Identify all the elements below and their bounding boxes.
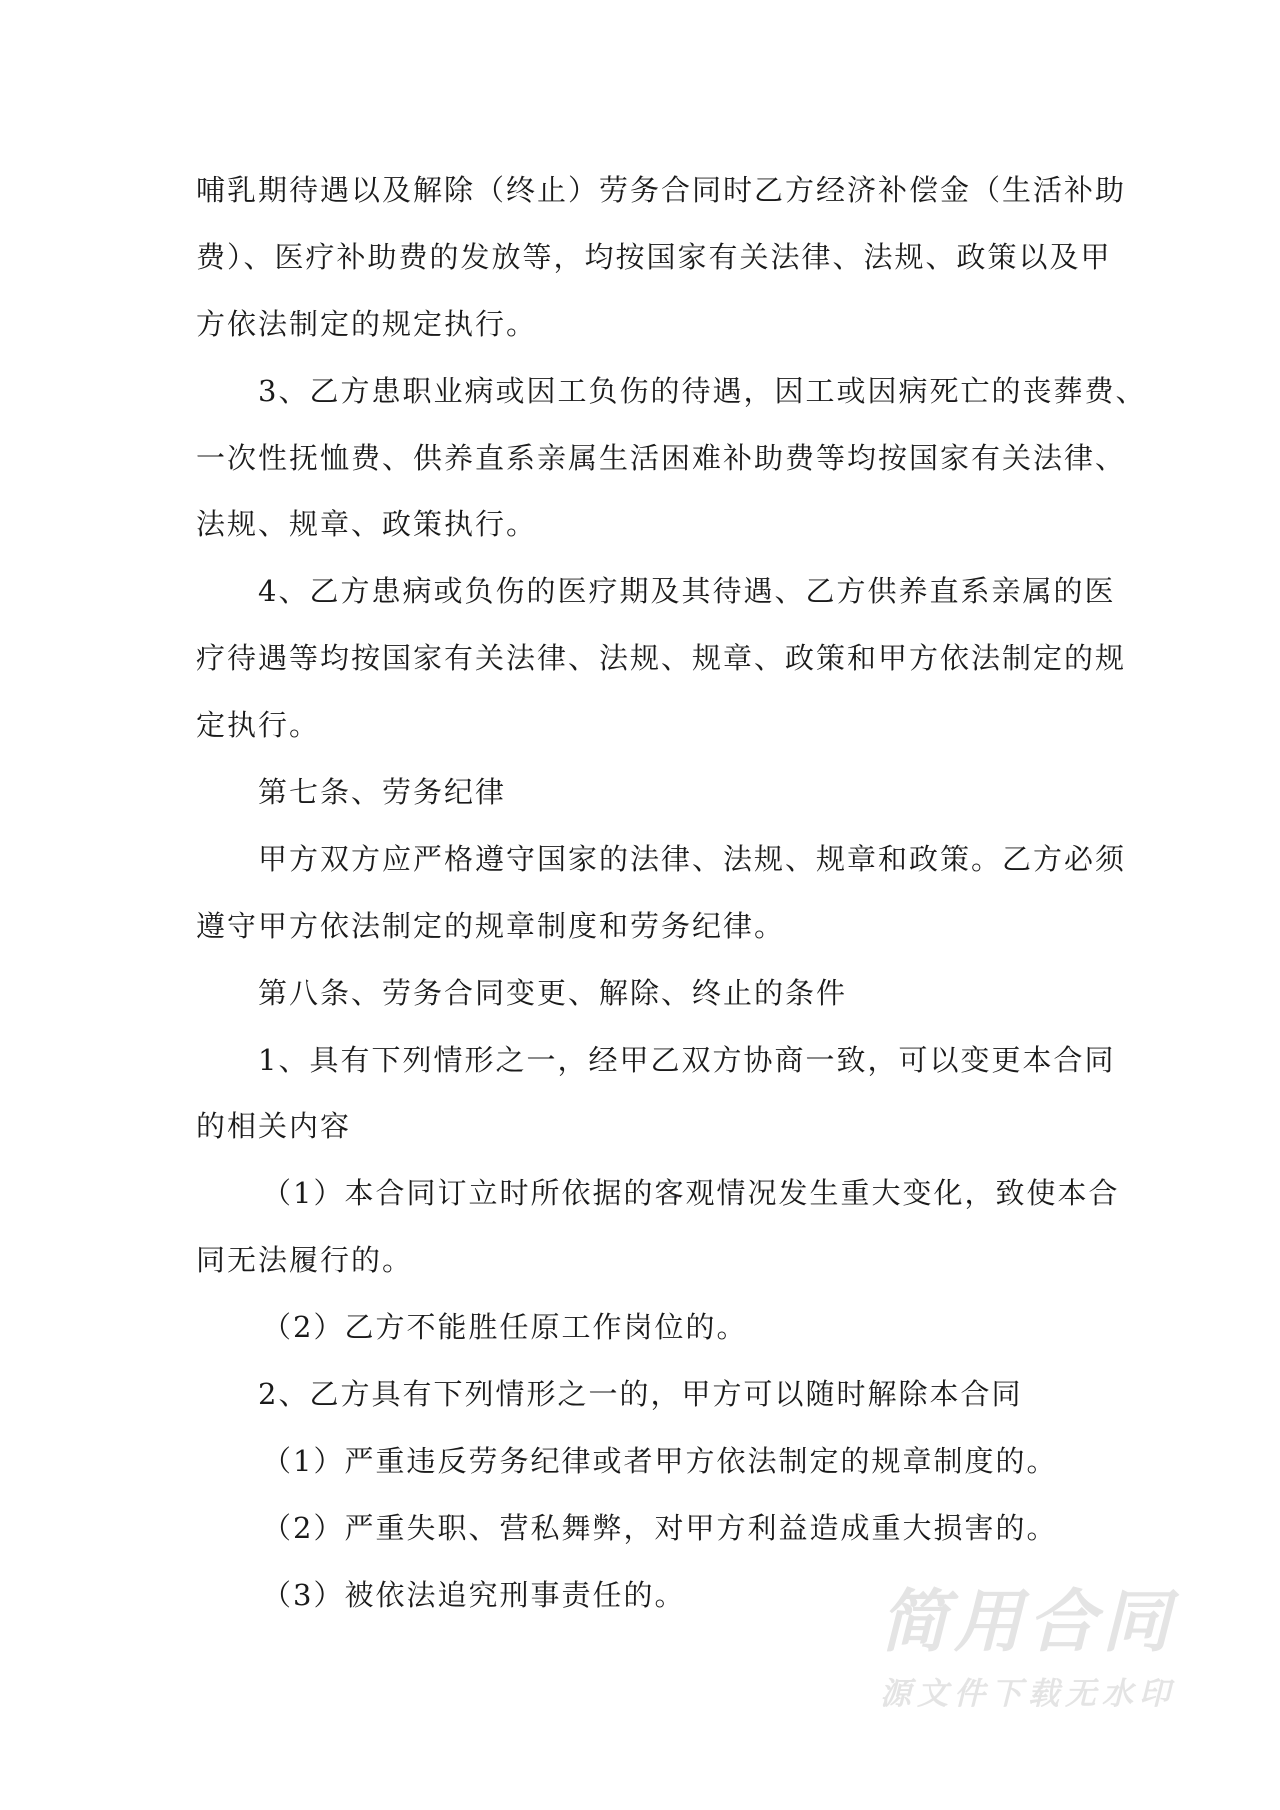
text-line: 法规、规章、政策执行。 [196, 507, 538, 542]
article-7-body-start: 甲方双方应严格遵守国家的法律、法规、规章和政策。乙方必须 [258, 841, 1127, 876]
watermark [880, 1583, 1180, 1712]
text-line: 费）、医疗补助费的发放等，均按国家有关法律、法规、政策以及甲 [196, 239, 1112, 274]
clause-2-item-1: （1）严重违反劳务纪律或者甲方依法制定的规章制度的。 [262, 1443, 1058, 1478]
article-8-heading: 第八条、劳务合同变更、解除、终止的条件 [258, 975, 848, 1010]
text-line: 方依法制定的规定执行。 [196, 306, 538, 341]
clause-2-item-3: （3）被依法追究刑事责任的。 [262, 1577, 686, 1612]
paragraph-3-start: 3、乙方患职业病或因工负伤的待遇，因工或因病死亡的丧葬费、 [258, 373, 1147, 408]
text-line: 遵守甲方依法制定的规章制度和劳务纪律。 [196, 908, 786, 943]
clause-1-start: 1、具有下列情形之一，经甲乙双方协商一致，可以变更本合同 [258, 1042, 1116, 1077]
clause-1-item-2: （2）乙方不能胜任原工作岗位的。 [262, 1310, 748, 1345]
article-7-heading: 第七条、劳务纪律 [258, 775, 507, 810]
text-line: 哺乳期待遇以及解除（终止）劳务合同时乙方经济补偿金（生活补助 [196, 173, 1127, 207]
clause-1-item-1: （1）本合同订立时所依据的客观情况发生重大变化，致使本合 [262, 1176, 1120, 1211]
watermark-title: 简用合同 [880, 1583, 1177, 1662]
text-line: 疗待遇等均按国家有关法律、法规、规章、政策和甲方依法制定的规 [196, 641, 1127, 676]
text-line: 同无法履行的。 [196, 1243, 414, 1278]
watermark-subtitle: 源文件下载无水印 [880, 1676, 1176, 1712]
clause-2-start: 2、乙方具有下列情形之一的，甲方可以随时解除本合同 [258, 1377, 1023, 1412]
text-line: 定执行。 [196, 708, 321, 743]
paragraph-4-start: 4、乙方患病或负伤的医疗期及其待遇、乙方供养直系亲属的医 [258, 574, 1116, 609]
text-line: 的相关内容 [196, 1109, 352, 1144]
clause-2-item-2: （2）严重失职、营私舞弊，对甲方利益造成重大损害的。 [262, 1510, 1058, 1545]
text-line: 一次性抚恤费、供养直系亲属生活困难补助费等均按国家有关法律、 [196, 440, 1127, 475]
